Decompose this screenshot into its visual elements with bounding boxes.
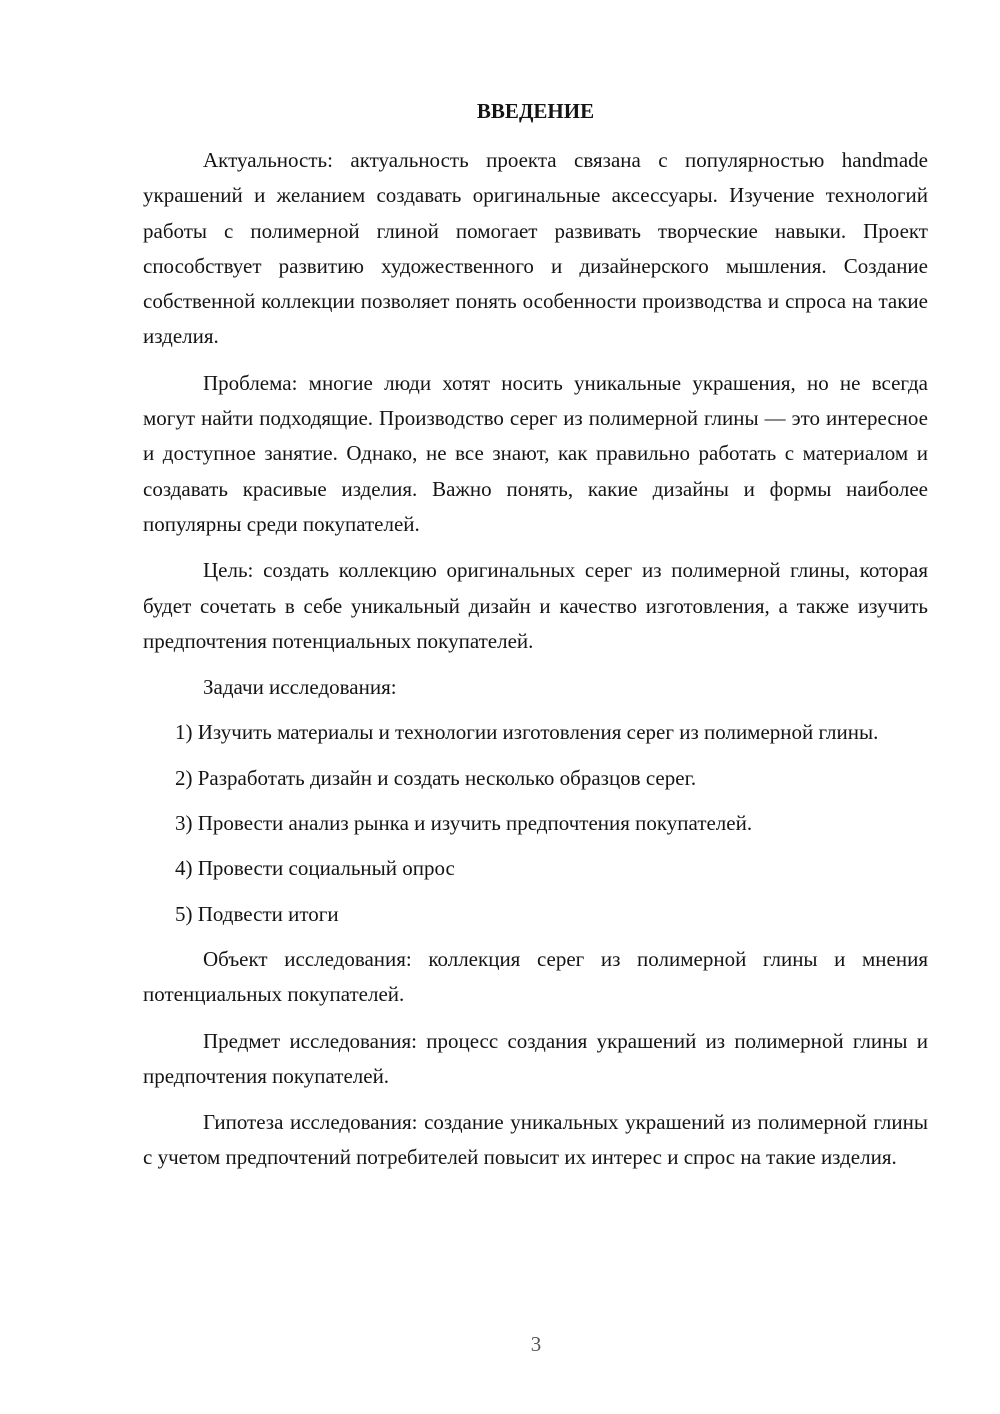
task-item: 5) Подвести итоги [175, 901, 339, 926]
goal-paragraph: Цель: создать коллекцию оригинальных серег из полимерной глины, которая будет сочетать в себе уникальный дизайн и качество изготовления, а также изучить предпочтения потенциальных покупателей. [143, 558, 928, 653]
task-item: 1) Изучить материалы и технологии изготовления серег из полимерной глины. [175, 720, 879, 745]
page-title: ВВЕДЕНИЕ [476, 99, 595, 123]
hypothesis-paragraph: Гипотеза исследования: создание уникальных украшений из полимерной глины с учетом предпочтений потребителей повысит их интерес и спрос на такие изделия. [143, 1110, 928, 1170]
problem-paragraph: Проблема: многие люди хотят носить уникальные украшения, но не всегда могут найти подходящие. Производство серег из полимерной глины — это интересное и доступное занятие. Однако, не все знают, как правильно работать с материалом и создавать красивые изделия. Важно понять, какие дизайны и формы наиболее популярны среди покупателей. [143, 370, 928, 536]
task-item: 2) Разработать дизайн и создать несколько образцов серег. [175, 765, 697, 790]
task-item: 4) Провести социальный опрос [175, 856, 455, 881]
document-page [143, 94, 928, 1187]
tasks-heading: Задачи исследования: [203, 675, 397, 700]
object-paragraph: Объект исследования: коллекция серег из полимерной глины и мнения потенциальных покупателей. [143, 946, 928, 1007]
subject-paragraph: Предмет исследования: процесс создания украшений из полимерной глины и предпочтения покупателей. [143, 1028, 928, 1088]
page-number: 3 [530, 1332, 542, 1356]
task-item: 3) Провести анализ рынка и изучить предпочтения покупателей. [175, 811, 753, 836]
relevance-paragraph: Актуальность: актуальность проекта связана с популярностью handmade украшений и желанием создавать оригинальные аксессуары. Изучение технологий работы с полимерной глиной помогает развивать творческие навыки. Проект способствует развитию художественного и дизайнерского мышления. Создание собственной коллекции позволяет понять особенности производства и спроса на такие изделия. [143, 148, 928, 349]
